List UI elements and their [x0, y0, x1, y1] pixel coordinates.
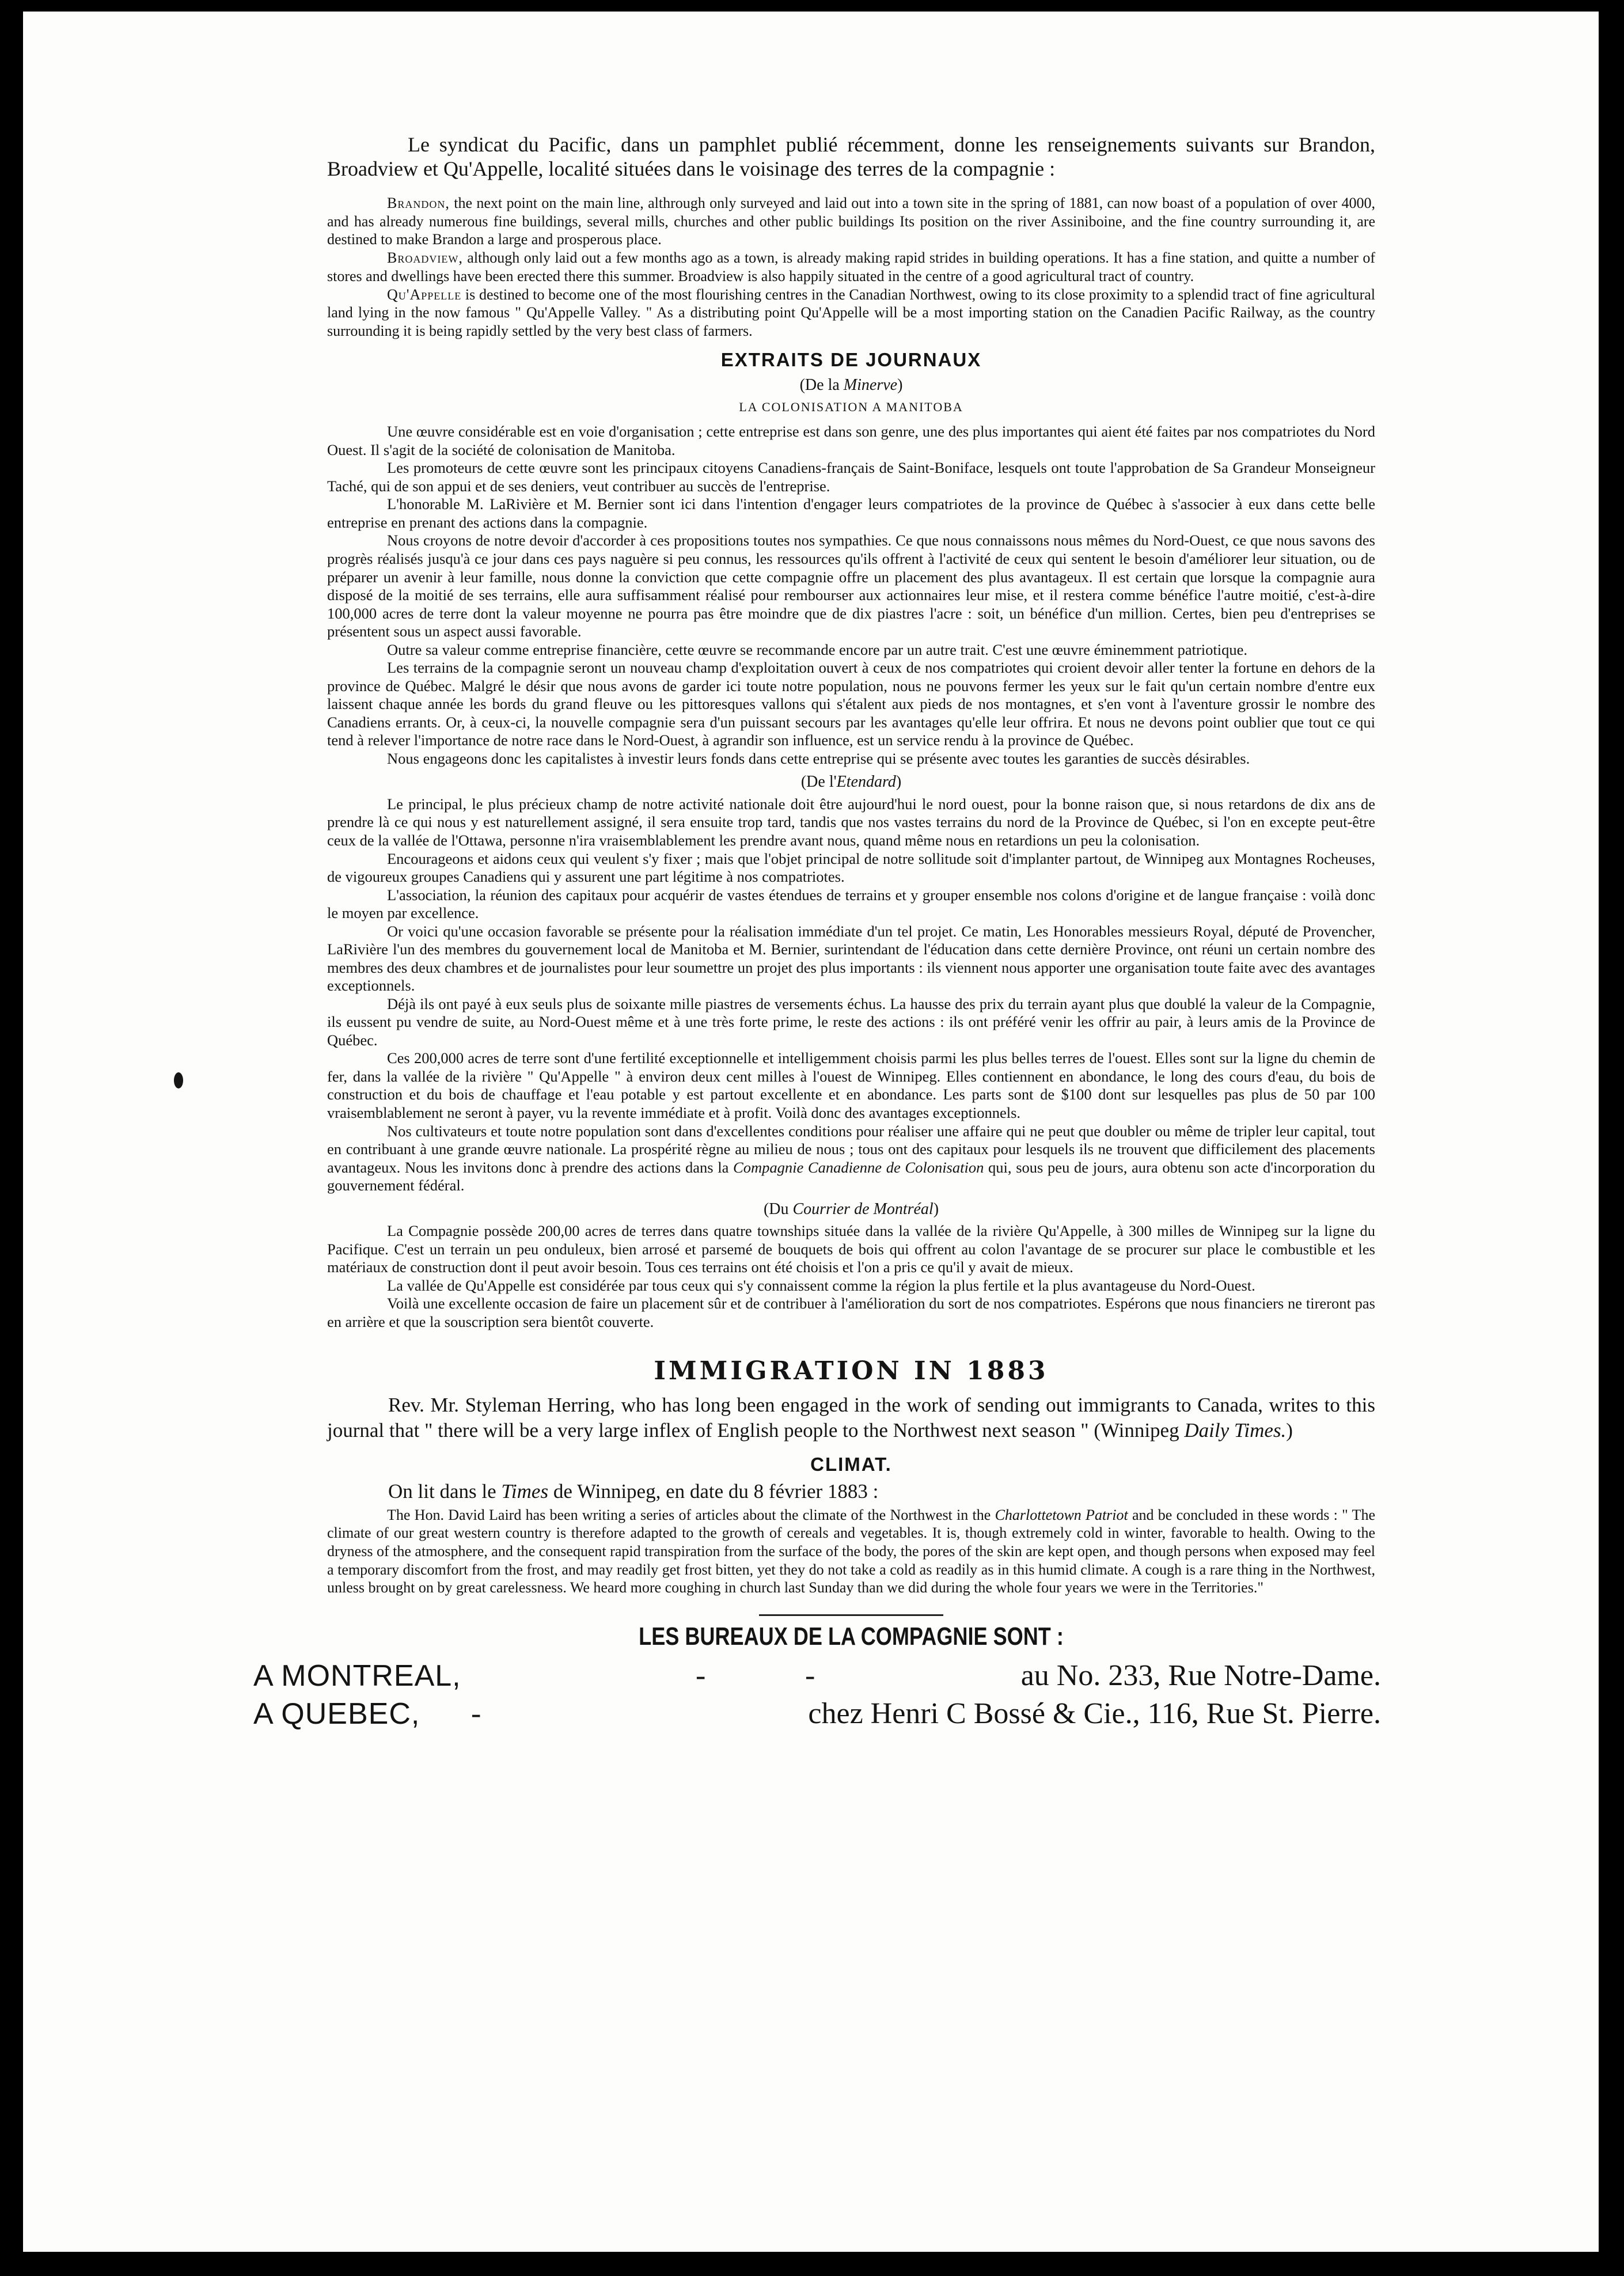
etendard-last-before: Nos cultivateurs et toute notre population sont dans d'excellentes conditions pour réaliser une affaire qui ne peut que doubler ou même de tripler leur capital, tout en contribuant à une grande œuvre nationale. La prospérité règne au milieu de nous ; tous ont des capitaux pour lesquels ils ne trouvent que difficilement des placements avantageux. Nous les invitons donc à prendre des actions dans la: [327, 1122, 1375, 1176]
climat-heading: CLIMAT.: [810, 1454, 892, 1475]
etendard-paragraph: Le principal, le plus précieux champ de notre activité nationale doit être aujourd'hui le nord ouest, pour la bonne raison que, si nous retardons de dix ans de prendre là ce qui nous y est naturellement assigné, il sera ensuite trop tard, tandis que nos vastes terrains du nord de la Province de Québec, si l'on en excepte peut-être ceux de la vallée de l'Ottawa, personne n'ira vraisemblablement les prendre avant nous, quand même nous en retardions un peu la colonisation.: [327, 795, 1375, 849]
dash: -: [696, 1659, 706, 1692]
punch-mark: [174, 1072, 183, 1088]
etendard-source: [327, 772, 1375, 792]
minerve-paragraph: Une œuvre considérable est en voie d'organisation ; cette entreprise est dans son genre, une des plus importantes qui aient été faites par nos compatriotes du Nord Ouest. Il s'agit de la société de colonisation de Manitoba.: [327, 423, 1375, 458]
climat-intro: [327, 1480, 1375, 1504]
courrier-source: [327, 1200, 1375, 1219]
courrier-source-prefix: (Du: [763, 1200, 793, 1218]
page-edge: [1599, 12, 1624, 2252]
courrier-paragraph: La Compagnie possède 200,00 acres de terres dans quatre townships située dans la vallée de la rivière Qu'Appelle, à 300 milles de Winnipeg sur la ligne du Pacifique. C'est un terrain un peu onduleux, bien arrosé et parsemé de bouquets de bois qui offrent au colon l'avantage de se procurer sur place le combustible et les matériaux de construction dont il peut avoir besoin. Tous ces terrains ont été choisis et l'on a pris ce qu'il y avait de mieux.: [327, 1222, 1375, 1276]
brandon-text: the next point on the main line, althrough only surveyed and laid out into a town site in the spring of 1881, can now boast of a population of over 4000, and has already numerous fine buildings, several mills, churches and other public buildings Its position on the river Assiniboine, and the fine country surrounding it, are destined to make Brandon a large and prosperous place.: [327, 194, 1375, 248]
quappelle-lead: Qu'Appelle: [387, 286, 462, 303]
etendard-source-name: Etendard: [836, 773, 896, 791]
broadview-lead: Broadview,: [387, 249, 463, 267]
minerve-paragraph: L'honorable M. LaRivière et M. Bernier sont ici dans l'intention d'engager leurs compatriotes de la province de Québec à s'associer à eux dans cette belle entreprise en prenant des actions dans la compagnie.: [327, 495, 1375, 531]
etendard-paragraph: Déjà ils ont payé à eux seuls plus de soixante mille piastres de versements échus. La hausse des prix du terrain ayant plus que doublé la valeur de la Compagnie, ils eussent pu vendre de suite, au Nord-Ouest même et à une très forte prime, le reste des actions : ils ont préféré venir les offrir au pair, à leurs amis de la Province de Québec.: [327, 995, 1375, 1049]
minerve-source: [327, 375, 1375, 395]
bureaux-heading: LES BUREAUX DE LA COMPAGNIE SONT :: [639, 1622, 1064, 1651]
company-name: Compagnie Canadienne de Colonisation: [733, 1158, 984, 1176]
immigration-source: Daily Times.: [1184, 1418, 1287, 1442]
broadview-paragraph: [327, 249, 1375, 285]
climat-body-after: and be concluded in these words : " The climate of our great western country is therefore adapted to the growth of cereals and vegetables. It is, though extremely cold in winter, favorable to health. Owing to the dryness of the atmosphere, and the consequent rapid transpiration from the surface of the body, the pores of the skin are kept open, and though persons when exposed may feel a temporary discomfort from the frost, and may readily get frost bitten, yet they do not take a cold as readily as in this humid climate. A cough is a rare thing in the Northwest, unless brought on by great carelessness. We heard more coughing in church last Sunday than we did during the whole four years we were in the Territories.": [327, 1506, 1375, 1596]
minerve-paragraph: Nous croyons de notre devoir d'accorder à ces propositions toutes nos sympathies. Ce que nous connaissons nous mêmes du Nord-Ouest, ce que nous savons des progrès réalisés jusqu'à ce jour dans ces pays naguère si peu connus, les ressources qu'ils offrent à l'activité de ceux qui sentent le besoin d'améliorer leur situation, ou de préparer un avenir à leur famille, nous donne la conviction que cette compagnie offre un placement des plus avantageux. Il est certain que lorsque la compagnie aura disposé de la moitié de ses terrains, elle aura suffisamment réalisé pour rembourser aux actionnaires leur mise, et il restera comme bénéfice l'autre moitié, c'est-à-dire 100,000 acres de terre dont la valeur moyenne ne pourra pas être moindre que de dix piastres l'acre : soit, un bénéfice d'un million. Certes, bien peu d'entreprises se présentent sous un aspect aussi favorable.: [327, 532, 1375, 640]
etendard-paragraph: L'association, la réunion des capitaux pour acquérir de vastes étendues de terrains et y grouper ensemble nos colons d'origine et de langue française : voilà donc le moyen par excellence.: [327, 886, 1375, 922]
city-montreal: A MONTREAL,: [253, 1659, 461, 1693]
quebec-address: chez Henri C Bossé & Cie., 116, Rue St. Pierre.: [808, 1697, 1381, 1730]
extraits-heading: EXTRAITS DE JOURNAUX: [720, 348, 982, 370]
document-body: [253, 132, 1381, 1734]
brandon-paragraph: [327, 194, 1375, 249]
courrier-paragraph: Voilà une excellente occasion de faire un placement sûr et de contribuer à l'amélioration du sort de nos compatriotes. Espérons que nous financiers ne tireront pas en arrière et que la souscription sera bientôt couverte.: [327, 1295, 1375, 1330]
address-montreal: [253, 1658, 1381, 1696]
climat-paragraph: [327, 1506, 1375, 1598]
brandon-lead: Brandon,: [387, 194, 450, 211]
etendard-paragraph: Or voici qu'une occasion favorable se présente pour la réalisation immédiate d'un tel projet. Ce matin, Les Honorables messieurs Royal, député de Provencher, LaRivière l'un des membres du gouvernement local de Manitoba et M. Bernier, surintendant de l'éducation dans cette dernière Province, ont réuni un certain nombre des membres des deux chambres et de journalistes pour leur soumettre un projet des plus importants : ils viennent nous apporter une organisation toute faite avec des avantages exceptionnels.: [327, 922, 1375, 995]
minerve-source-name: Minerve: [843, 376, 898, 394]
minerve-paragraph: Les promoteurs de cette œuvre sont les principaux citoyens Canadiens-français de Saint-Boniface, lesquels ont toute l'approbation de Sa Grandeur Monseigneur Taché, qui de son appui et de ses deniers, veut contribuer au succès de l'entreprise.: [327, 459, 1375, 495]
minerve-source-prefix: (De la: [799, 376, 844, 394]
immigration-paragraph: [327, 1393, 1375, 1443]
etendard-paragraph: Ces 200,000 acres de terre sont d'une fertilité exceptionnelle et intelligemment choisis parmi les plus belles terres de l'ouest. Elles sont sur la ligne du chemin de fer, dans la vallée de la rivière " Qu'Appelle " à environ deux cent milles à l'ouest de Winnipeg. Elles contiennent en abondance, le long des cours d'eau, du bois de construction et du bois de chauffage et l'eau potable y est partout excellente et en abondance. Les parts sont de $100 dont sur lesquelles pas plus de 50 par 100 vraisemblablement ne seront à payer, vu la revente immédiate et à profit. Voilà donc des avantages exceptionnels.: [327, 1049, 1375, 1121]
quappelle-paragraph: [327, 286, 1375, 340]
climat-body-paper: Charlottetown Patriot: [995, 1506, 1128, 1523]
minerve-paragraph: Nous engageons donc les capitalistes à investir leurs fonds dans cette entreprise qui se présente avec toutes les garanties de succès désirables.: [387, 749, 1250, 767]
etendard-paragraph-last: [327, 1122, 1375, 1195]
immigration-heading: IMMIGRATION IN 1883: [654, 1356, 1049, 1386]
city-quebec: A QUEBEC,: [253, 1697, 420, 1731]
montreal-address: au No. 233, Rue Notre-Dame.: [1020, 1659, 1381, 1692]
etendard-source-prefix: (De l': [800, 773, 837, 791]
etendard-last-after: qui, sous peu de jours, aura obtenu son acte d'incorporation du gouvernement fédéral.: [327, 1158, 1376, 1194]
climat-intro-before: On lit dans le: [388, 1480, 502, 1503]
broadview-text: although only laid out a few months ago as a town, is already making rapid strides in building operations. It has a fine station, and quitte a number of stores and dwellings have been erected there this summer. Broadview is also happily situated in the centre of a good agricultural tract of country.: [327, 249, 1375, 284]
climat-body-before: The Hon. David Laird has been writing a series of articles about the climate of the Northwest in the: [387, 1506, 995, 1523]
intro-paragraph: Le syndicat du Pacific, dans un pamphlet publié récemment, donne les renseignements suivants sur Brandon, Broadview et Qu'Appelle, localité situées dans le voisinage des terres de la compagnie :: [327, 133, 1375, 181]
immigration-text-end: ): [1286, 1418, 1293, 1442]
minerve-paragraph: Outre sa valeur comme entreprise financière, cette œuvre se recommande encore par un autre trait. C'est une œuvre éminemment patriotique.: [387, 640, 1248, 658]
quappelle-text: is destined to become one of the most flourishing centres in the Canadian Northwest, owing to its close proximity to a splendid tract of fine agricultural land lying in the now famous " Qu'Appelle Valley. " As a distributing point Qu'Appelle will be a most importing station on the Canadien Pacific Railway, as the country surrounding it is being rapidly settled by the very best class of farmers.: [327, 286, 1375, 339]
minerve-paragraph: Les terrains de la compagnie seront un nouveau champ d'exploitation ouvert à ceux de nos compatriotes qui croient devoir aller tenter la fortune en dehors de la province de Québec. Malgré le désir que nous avons de garder ici toute notre population, nous ne pouvons fermer les yeux sur le fait qu'un certain nombre d'entre eux laissent chaque année les bords du grand fleuve ou les pittoresques vallons qui s'étalent aux pieds de nos montagnes, et s'en vont à l'aventure grossir le nombre des Canadiens errants. Or, à ceux-ci, la nouvelle compagnie sera d'un puissant secours par les avantages qu'elle leur offrira. Et nous ne devons point oublier que tout ce qui tend à relever l'importance de notre race dans le Nord-Ouest, à agrandir son influence, est un service rendu à la province de Québec.: [327, 659, 1375, 749]
etendard-paragraph: Encourageons et aidons ceux qui veulent s'y fixer ; mais que l'objet principal de notre sollitude soit d'implanter partout, de Winnipeg aux Montagnes Rocheuses, de vigoureux groupes Canadiens qui y assurent une part légitime à nos compatriotes.: [327, 849, 1375, 886]
courrier-source-name: Courrier de Montréal: [792, 1200, 934, 1218]
etendard-source-suffix: ): [896, 773, 902, 791]
address-quebec: [253, 1696, 1381, 1734]
courrier-source-suffix: ): [933, 1200, 939, 1218]
courrier-paragraph: La vallée de Qu'Appelle est considérée par tous ceux qui s'y connaissent comme la région la plus fertile et la plus avantageuse du Nord-Ouest.: [387, 1276, 1255, 1294]
dash: -: [471, 1697, 481, 1730]
divider: [759, 1614, 943, 1616]
climat-intro-after: de Winnipeg, en date du 8 février 1883 :: [548, 1480, 879, 1503]
minerve-source-suffix: ): [897, 376, 903, 394]
climat-intro-paper: Times: [501, 1480, 549, 1503]
dash: -: [805, 1659, 815, 1692]
immigration-text: Rev. Mr. Styleman Herring, who has long been engaged in the work of sending out immigrants to Canada, writes to this journal that " there will be a very large inflex of English people to the Northwest next season " (Winnipeg: [327, 1394, 1375, 1442]
minerve-subtitle: LA COLONISATION A MANITOBA: [739, 399, 963, 414]
